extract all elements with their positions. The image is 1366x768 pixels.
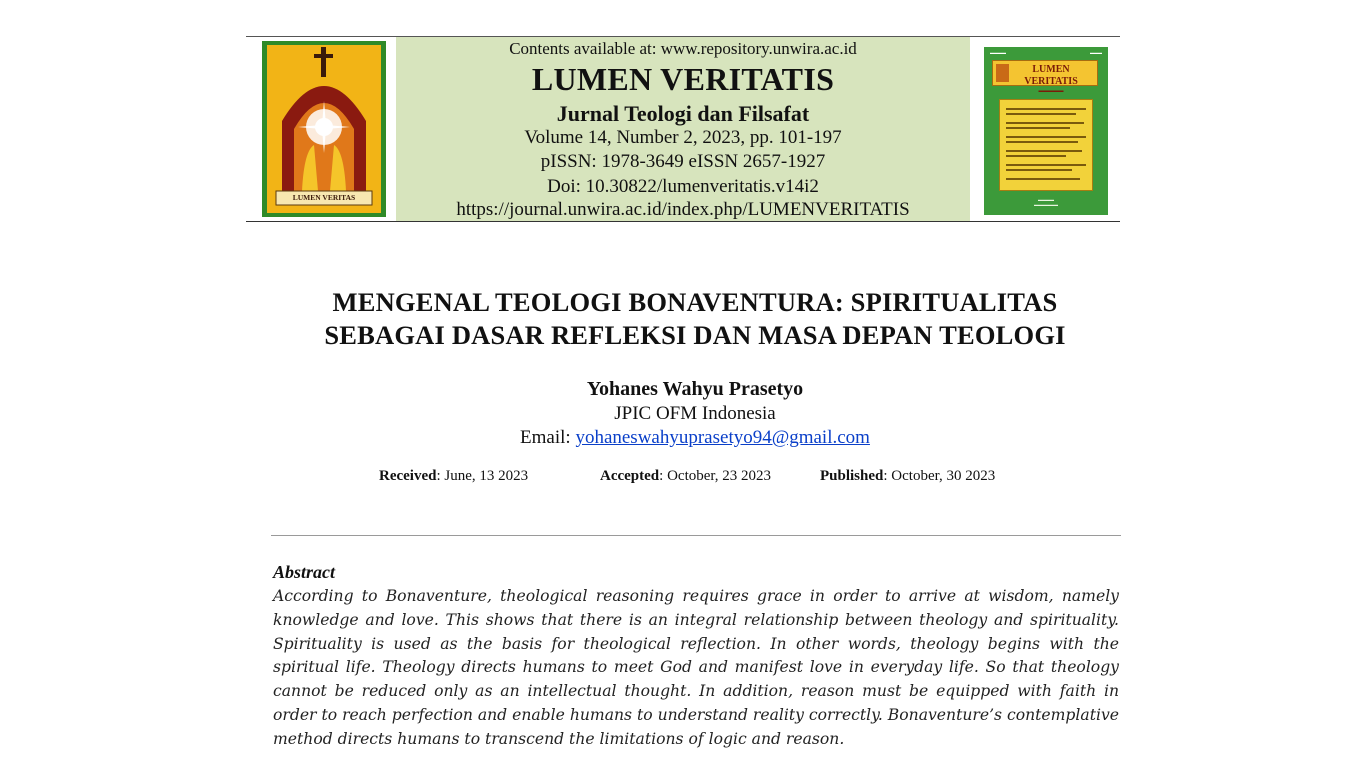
abstract-heading: Abstract xyxy=(273,562,336,582)
journal-subtitle: Jurnal Teologi dan Filsafat xyxy=(556,101,810,126)
journal-url[interactable]: https://journal.unwira.ac.id/index.php/LUMENVERITATIS xyxy=(456,199,910,220)
journal-volume: Volume 14, Number 2, 2023, pp. 101-197 xyxy=(524,127,842,148)
cover-contents-box xyxy=(999,99,1093,191)
journal-logo-cell xyxy=(246,37,396,221)
cover-footer-text: ▬▬▬▬ ▬▬▬▬▬▬ xyxy=(1034,197,1058,207)
cover-top-text: ▬▬▬▬ ▬▬▬ xyxy=(990,50,1102,55)
author-affiliation: JPIC OFM Indonesia xyxy=(614,403,776,424)
cover-title-box xyxy=(992,60,1098,94)
abstract-text: According to Bonaventure, theological reasoning requires grace in order to arrive at wisdom, namely knowledge and love. This shows that there is an integral relationship between theology and spirituality. Spirituality is used as the basis for theological reflection. In other words, theology begins with the spiritual life. Theology directs humans to meet God and manifest love in everyday life. So that theology cannot be reduced only as an intellectual thought. In addition, reason must be equipped with faith in order to reach perfection and enable humans to understand reality correctly. Bonaventure’s contemplative method directs humans to transcend the limitations of logic and reason. xyxy=(273,587,1119,748)
received-label: Received xyxy=(379,468,437,484)
article-title xyxy=(200,286,1190,352)
published-date xyxy=(820,468,995,485)
cover-title: LUMEN VERITATIS xyxy=(1024,64,1078,87)
journal-name: LUMEN VERITATIS xyxy=(531,61,835,97)
article-title-line-1: MENGENAL TEOLOGI BONAVENTURA: SPIRITUALITAS xyxy=(332,287,1058,317)
journal-cover-image xyxy=(984,47,1108,215)
author-email-line xyxy=(200,427,1190,449)
journal-cover-cell xyxy=(970,37,1120,221)
article-title-line-2: SEBAGAI DASAR REFLEKSI DAN MASA DEPAN TEOLOGI xyxy=(324,320,1066,350)
published-value: : October, 30 2023 xyxy=(883,468,996,484)
cover-badge-icon xyxy=(996,64,1009,82)
accepted-date xyxy=(600,468,771,485)
journal-logo-label: LUMEN VERITAS xyxy=(292,193,356,202)
journal-header xyxy=(246,36,1120,222)
journal-info xyxy=(396,37,970,221)
published-label: Published xyxy=(820,468,884,484)
email-label: Email: xyxy=(520,427,576,448)
received-date xyxy=(379,468,528,485)
author-email-link[interactable]: yohaneswahyuprasetyo94@gmail.com xyxy=(575,427,870,448)
journal-doi: Doi: 10.30822/lumenveritatis.v14i2 xyxy=(547,176,819,197)
accepted-label: Accepted xyxy=(600,468,660,484)
accepted-value: : October, 23 2023 xyxy=(659,468,772,484)
cover-subtitle-lines: ▬▬▬▬▬ xyxy=(1038,88,1064,94)
contents-available-line: Contents available at: www.repository.unwira.ac.id xyxy=(509,39,857,58)
section-divider xyxy=(271,535,1121,536)
journal-logo-icon xyxy=(262,41,386,217)
author-name: Yohanes Wahyu Prasetyo xyxy=(586,378,804,400)
received-value: : June, 13 2023 xyxy=(436,468,529,484)
journal-issn: pISSN: 1978-3649 eISSN 2657-1927 xyxy=(540,151,826,172)
